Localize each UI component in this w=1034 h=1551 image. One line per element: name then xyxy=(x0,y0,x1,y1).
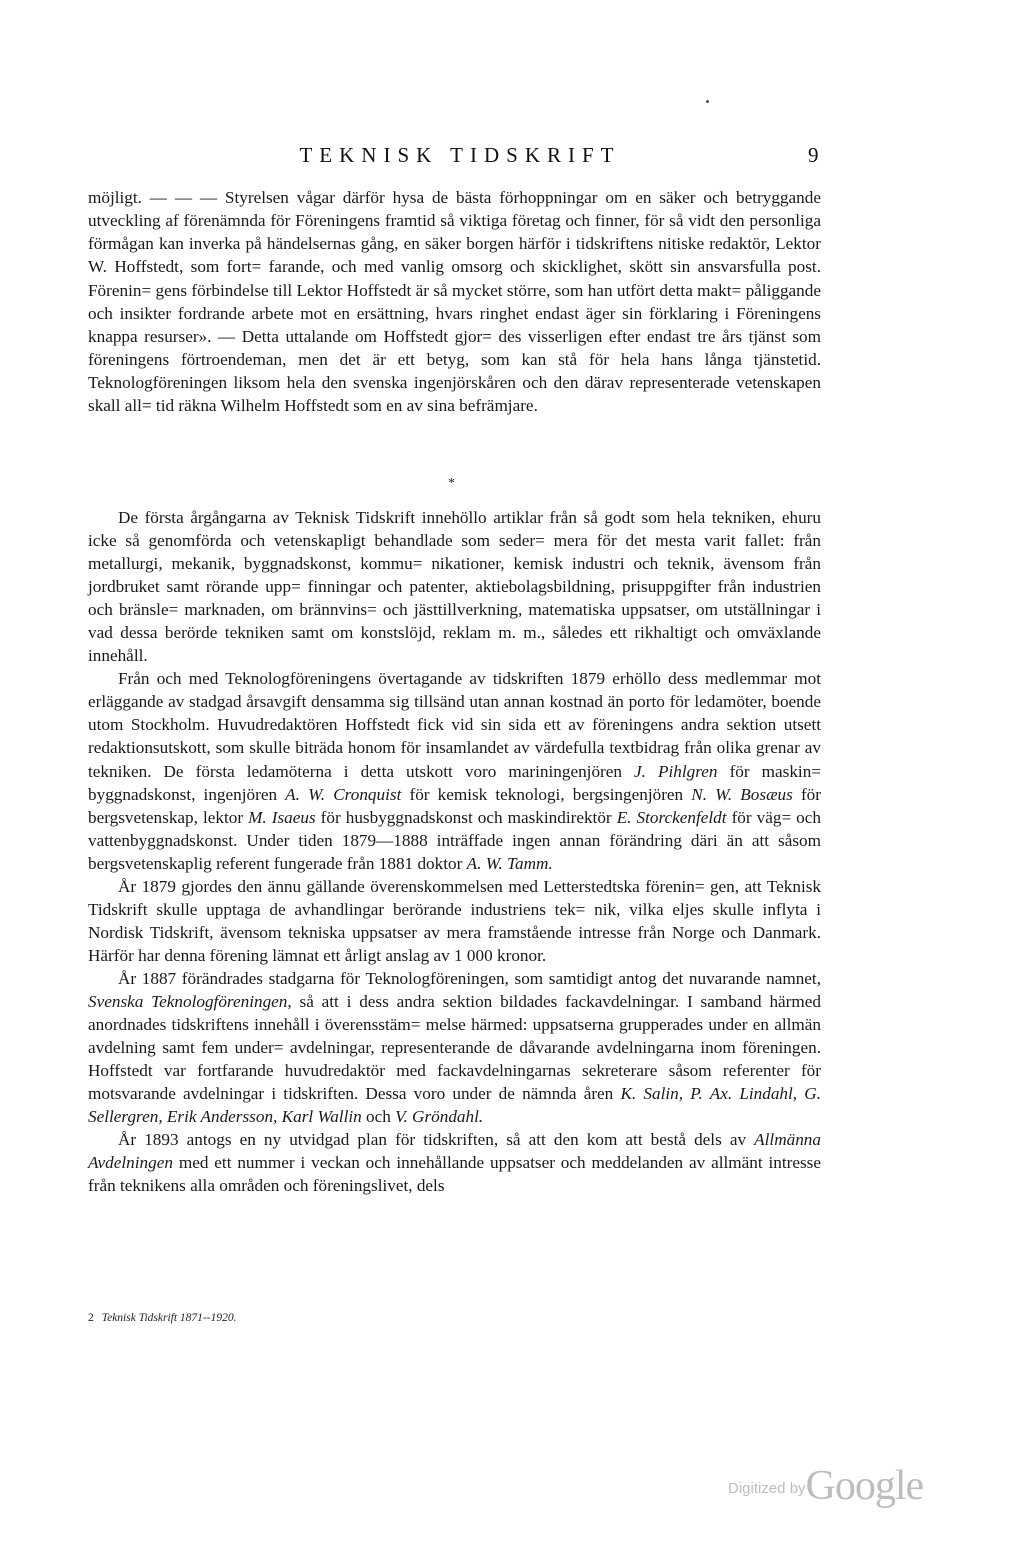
print-speck xyxy=(706,100,709,103)
digitization-watermark xyxy=(728,1462,923,1510)
society-name: Svenska Teknologföreningen xyxy=(88,991,288,1011)
person-names: K. Salin, P. Ax. Lindahl, G. Sellergren, Erik Andersson, Karl Wallin xyxy=(88,1084,821,1127)
paragraph-statutes-1887 xyxy=(88,967,821,1128)
text-run: med ett nummer i veckan och innehållande uppsatser och meddelanden av allmänt intresse från teknikens alla områden och föreningslivet, dels xyxy=(88,1153,821,1196)
printer-signature xyxy=(88,1312,236,1324)
person-name: M. Isaeus xyxy=(248,807,316,827)
section-divider-asterisk: * xyxy=(448,476,455,491)
text-run: för väg= och vattenbyggnadskonst. Under tiden 1879—1888 inträffade ingen annan förändring däri än att såsom bergsvetenskaplig referent fungerade från 1881 doktor xyxy=(88,807,821,873)
section-name: Allmänna Avdelningen xyxy=(88,1130,821,1173)
text-run: och xyxy=(361,1107,396,1127)
page-number: 9 xyxy=(808,143,819,167)
paragraph-early-volumes: De första årgångarna av Teknisk Tidskrift innehöllo artiklar från så godt som hela tekniken, ehuru icke så genomförda och vetenskapligt behandlade som seder= mera för det mesta varit fallet: från metallurgi, mekanik, byggnadskonst, kommu= nikationer, kemisk industri och teknik, ävensom från jordbruket samt rörande upp= finningar och patenter, aktiebolagsbildning, prisuppgifter från industrien och bränsle= marknaden, om brännvins= och jästtillverkning, matematiska uppsatser, om utställningar i vad dessa berörde tekniken samt om konstslöjd, reklam m. m., således ett rikhaltigt och omväxlande innehåll. xyxy=(88,508,821,666)
paragraph-board-statement: möjligt. — — — Styrelsen vågar därför hysa de bästa förhoppningar om en säker och betryggande utveckling af förenämnda för Föreningens framtid så viktiga företag och finner, för så vidt den personliga förmågan kan inverka på händelsernas gång, en säker borgen härför i tidskriftens nitiske redaktör, Lektor W. Hoffstedt, som fort= farande, och med vanlig omsorg och skicklighet, skött sin ansvarsfulla post. Förenin= gens förbindelse till Lektor Hoffstedt är så mycket större, som han utfört detta makt= påliggande och insikter fordrande arbete mot en ersättning, hvars ringhet endast äger sin förklaring i Föreningens knappa resurser». — Detta uttalande om Hoffstedt gjor= des visserligen efter endast tre års tjänst som föreningens förtroendeman, men det är ett betyg, som kan stå för hela hans långa tjänstetid. Teknologföreningen liksom hela den svenska ingenjörskåren och den därav representerade vetenskapen skall all= tid räkna Wilhelm Hoffstedt som en av sina befrämjare. xyxy=(88,188,821,416)
paragraph-editorial-committee xyxy=(88,667,821,874)
person-name: E. Storckenfeldt xyxy=(616,807,727,827)
text-run: Från och med Teknologföreningens övertagande av tidskriften 1879 erhöllo dess medlemmar mot erläggande av stadgad årsavgift densamma sig tillsänd utan annan kostnad än porto för ledamöter, boende utom Stockholm. Huvudredaktören Hoffstedt fick vid sin sida ett av föreningens andra sektion utsett redaktionsutskott, som skulle biträda honom för insamlandet av värdefulla textbidrag från olika grenar av tekniken. De första ledamöterna i detta utskott voro mariningenjören xyxy=(88,669,821,781)
text-run: År 1887 förändrades stadgarna för Teknologföreningen, som samtidigt antog det nuvarande namnet, xyxy=(118,968,821,988)
person-name: N. W. Bosæus xyxy=(691,784,793,804)
running-head: TEKNISK TIDSKRIFT xyxy=(299,143,621,167)
text-run: för kemisk teknologi, bergsingenjören xyxy=(401,784,692,804)
text-run: för bergsvetenskap, lektor xyxy=(88,784,822,827)
paragraph-plan-1893 xyxy=(88,1128,821,1197)
body-section-1 xyxy=(88,186,821,418)
body-section-2 xyxy=(88,506,821,1197)
signature-number: 2 xyxy=(88,1312,94,1324)
text-run: År 1893 antogs en ny utvidgad plan för tidskriften, så att den kom att bestå dels av xyxy=(118,1130,755,1150)
watermark-prefix: Digitized by xyxy=(728,1480,806,1497)
person-name: A. W. Cronquist xyxy=(285,784,402,804)
paragraph-letterstedt-agreement: År 1879 gjordes den ännu gällande överenskommelsen med Letterstedtska förenin= gen, att Teknisk Tidskrift skulle upptaga de avhandlingar berörande industriens tek= nik, vilka eljes skulle inflyta i Nordisk Tidskrift, ävensom tekniska uppsatser av mera framstående intresse från Norge och Danmark. Härför har denna förening lämnat ett årligt anslag av 1 000 kronor. xyxy=(88,876,821,965)
person-name: J. Pihlgren xyxy=(634,761,718,781)
person-name: V. Gröndahl. xyxy=(395,1107,484,1127)
text-run: , så att i dess andra sektion bildades fackavdelningar. I samband härmed anordnades tidskriftens innehåll i överensstäm= melse härmed: uppsatserna grupperades under en allmän avdelning samt fem under= avdelningar, representerande de dåvarande avdelningarna inom föreningen. Hoffstedt var fortfarande huvudredaktör med fackavdelningarnas sekreterare såsom referenter för motsvarande avdelningar i tidskriften. Dessa voro under de nämnda åren xyxy=(88,991,821,1104)
text-run: för maskin= byggnadskonst, ingenjören xyxy=(88,761,821,804)
google-logo: Google xyxy=(805,1463,924,1509)
signature-title: Teknisk Tidskrift 1871--1920. xyxy=(101,1312,237,1324)
person-name: A. W. Tamm. xyxy=(466,853,553,873)
text-run: för husbyggnadskonst och maskindirektör xyxy=(315,807,617,827)
